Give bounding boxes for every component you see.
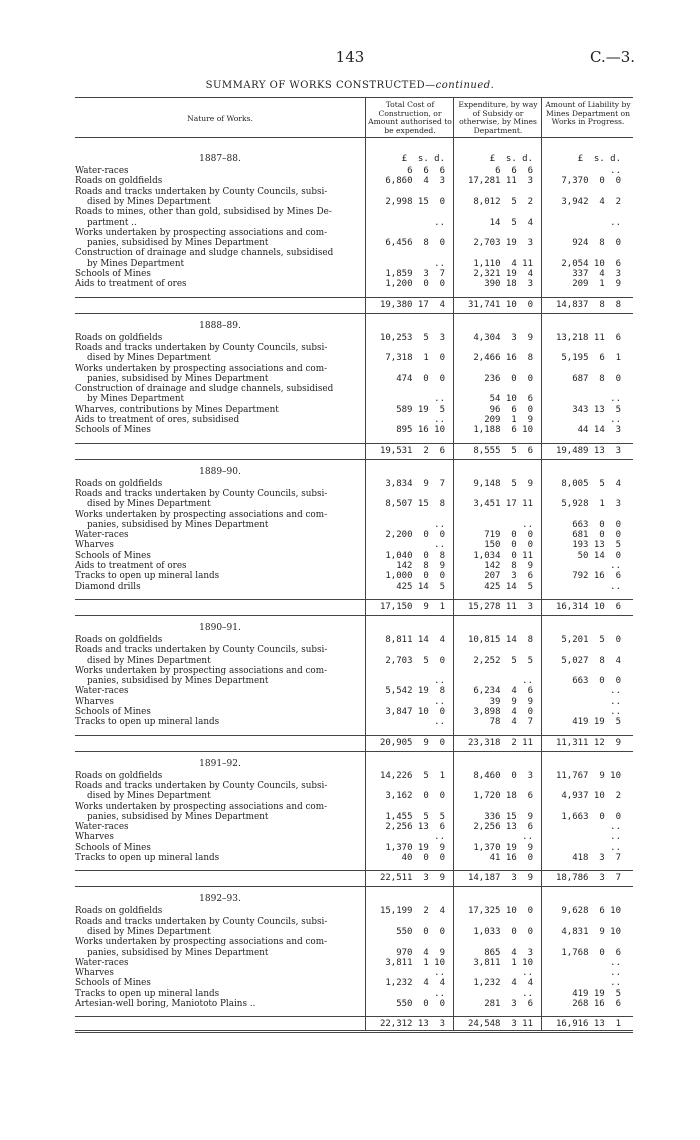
row-value-c1: 15,199 2 4 [379,906,445,917]
row-value-c1: 3,811 1 10 [385,957,445,968]
row-value-c2: 8,460 0 3 [473,770,533,781]
row-label: Roads and tracks undertaken by County Councils, subsi- [75,645,328,656]
row-label: Diamond drills [75,581,141,592]
row-value-c2: 39 9 9 [489,696,533,707]
row-value-c1: .. [434,717,445,728]
section-total-rule-bottom [75,1032,633,1033]
row-value-c3: 1,768 0 6 [561,947,621,958]
section-total-rule-top [75,735,633,736]
row-value-c3: 924 8 0 [572,238,621,249]
section-total-c1: 22,312 13 3 [379,1019,445,1030]
row-value-c1: 1,859 3 7 [385,269,445,279]
section-total-rule-bottom [75,886,633,887]
row-label: Aids to treatment of ores, subsidised [75,415,240,425]
title-italic: continued. [435,80,495,91]
section-total-rule-top [75,1016,633,1017]
row-label: Artesian-well boring, Maniototo Plains .. [75,999,256,1009]
row-value-c2: 207 3 6 [484,571,533,582]
row-value-c2: 54 10 6 [489,394,533,405]
row-label: Schools of Mines [75,707,151,717]
row-value-c1: 2,256 13 6 [385,822,445,833]
header-nature: Nature of Works. [187,114,253,123]
row-label: Roads on goldfields [75,332,163,343]
section-total-rule-bottom [75,751,633,752]
row-label: Wharves [75,968,114,979]
row-value-c3: .. [610,968,621,979]
row-value-c2: 78 4 7 [489,717,533,728]
section-total-c3: 16,314 10 6 [555,601,621,612]
row-value-c2: .. [522,832,533,843]
row-label: Water-races [75,686,129,697]
row-value-c3: .. [610,166,621,176]
row-value-c3: 4,831 9 10 [561,926,621,937]
row-value-c2: 3,898 4 0 [473,707,533,717]
section-total-c1: 19,531 2 6 [379,445,445,456]
row-value-c3: 13,218 11 6 [555,332,621,343]
row-label: Tracks to open up mineral lands [75,571,220,582]
section-total-c1: 17,150 9 1 [379,601,445,612]
row-value-c3: 663 0 0 [572,519,621,530]
row-value-c3: .. [610,842,621,853]
row-label: Schools of Mines [75,550,151,561]
row-value-c1: 895 16 10 [396,425,445,436]
row-label: Schools of Mines [75,978,151,989]
row-value-c3: 2,054 10 6 [561,258,621,269]
row-value-c1: 1,370 19 9 [385,842,445,853]
row-label: Aids to treatment of ores [75,561,187,571]
page-number: 143 [335,48,365,66]
row-label-continued: partment .. [87,217,137,228]
row-value-c2: 719 0 0 [484,530,533,541]
row-value-c3: .. [610,957,621,968]
row-value-c2: 6,234 4 6 [473,686,533,697]
table-top-rule [75,97,633,98]
section-year: 1889–90. [199,466,241,477]
row-value-c3: 5,027 8 4 [561,655,621,666]
row-value-c3: .. [610,696,621,707]
row-label-continued: by Mines Department [87,258,185,269]
row-value-c2: 8,012 5 2 [473,196,533,207]
row-value-c1: 550 0 0 [396,926,445,937]
row-value-c1: 1,000 0 0 [385,571,445,582]
title-main: SUMMARY OF WORKS CONSTRUCTED— [205,80,436,91]
row-label: Tracks to open up mineral lands [75,853,220,863]
row-label: Roads and tracks undertaken by County Councils, subsi- [75,488,328,499]
row-value-c3: 209 1 9 [572,279,621,290]
section-total-c3: 19,489 13 3 [555,445,621,456]
row-value-c3: 343 13 5 [572,404,621,415]
row-label: Tracks to open up mineral lands [75,717,220,728]
section-total-c3: 18,786 3 7 [555,873,621,884]
row-value-c3: 3,942 4 2 [561,196,621,207]
row-value-c1: 6,456 8 0 [385,238,445,249]
row-value-c1: 1,232 4 4 [385,978,445,989]
row-value-c1: .. [434,415,445,425]
row-value-c2: 1,110 4 11 [473,258,533,269]
row-label-continued: dised by Mines Department [87,499,211,510]
row-value-c1: 970 4 9 [396,947,445,958]
row-value-c3: 337 4 3 [572,269,621,279]
row-value-c1: 550 0 0 [396,999,445,1009]
row-value-c1: .. [434,540,445,551]
row-value-c2: 1,034 0 11 [473,550,533,561]
row-value-c3: 681 0 0 [572,530,621,541]
row-value-c2: 2,466 16 8 [473,353,533,364]
row-value-c3: 11,767 9 10 [555,770,621,781]
row-value-c1: 474 0 0 [396,373,445,384]
row-label-continued: panies, subsidised by Mines Department [87,811,269,822]
row-value-c2: 1,033 0 0 [473,926,533,937]
column-divider [365,97,366,1031]
row-value-c1: 3,847 10 0 [385,707,445,717]
summary-table [75,97,633,1031]
row-value-c1: .. [434,696,445,707]
row-value-c3: 5,928 1 3 [561,499,621,510]
row-value-c3: 5,201 5 0 [561,634,621,645]
row-label-continued: dised by Mines Department [87,791,211,802]
row-value-c3: .. [610,832,621,843]
row-value-c3: 268 16 6 [572,999,621,1009]
row-value-c1: 2,703 5 0 [385,655,445,666]
row-value-c1: 3,834 9 7 [385,478,445,489]
row-value-c2: 390 18 3 [484,279,533,290]
section-year: 1891–92. [199,758,241,769]
row-value-c1: .. [434,217,445,228]
section-total-c2: 31,741 10 0 [467,299,533,310]
section-total-c3: 11,311 12 9 [555,737,621,748]
row-value-c3: .. [610,394,621,405]
row-value-c2: 14 5 4 [489,217,533,228]
row-value-c3: 687 8 0 [572,373,621,384]
row-value-c2: 865 4 3 [484,947,533,958]
row-value-c2: 1,720 18 6 [473,791,533,802]
row-value-c3: 1,663 0 0 [561,811,621,822]
row-label: Aids to treatment of ores [75,279,187,290]
row-label: Roads on goldfields [75,478,163,489]
row-value-c3: 8,005 5 4 [561,478,621,489]
row-value-c1: 8,811 14 4 [385,634,445,645]
row-label: Works undertaken by prospecting associations and com- [75,937,328,948]
row-label: Roads on goldfields [75,906,163,917]
row-value-c3: .. [610,581,621,592]
row-label-continued: dised by Mines Department [87,353,211,364]
header-liability: Amount of Liability by Mines Department on Works in Progress. [545,100,631,126]
row-value-c1: .. [434,676,445,687]
row-label-continued: panies, subsidised by Mines Department [87,238,269,249]
row-label-continued: by Mines Department [87,394,185,405]
row-value-c3: 792 16 6 [572,571,621,582]
row-value-c2: 1,370 19 9 [473,842,533,853]
row-label: Works undertaken by prospecting associations and com- [75,363,328,374]
row-value-c2: 17,281 11 3 [467,176,533,187]
row-label: Construction of drainage and sludge channels, subsidised [75,384,334,395]
table-bottom-rule [75,1030,633,1031]
row-value-c1: 589 19 5 [396,404,445,415]
row-value-c3: .. [610,978,621,989]
row-value-c2: .. [522,968,533,979]
section-total-c3: 16,916 13 1 [555,1019,621,1030]
row-value-c3: 418 3 7 [572,853,621,863]
currency-label: £ s. d. [401,154,445,164]
section-total-c1: 20,905 9 0 [379,737,445,748]
row-label: Roads and tracks undertaken by County Councils, subsi- [75,342,328,353]
row-label-continued: dised by Mines Department [87,196,211,207]
row-value-c3: .. [610,561,621,571]
row-value-c3: .. [610,707,621,717]
row-label: Works undertaken by prospecting associations and com- [75,801,328,812]
row-label: Roads and tracks undertaken by County Councils, subsi- [75,916,328,927]
section-total-rule-top [75,297,633,298]
row-label: Water-races [75,530,129,541]
row-value-c3: 44 14 3 [577,425,621,436]
currency-label: £ s. d. [489,154,533,164]
row-label: Schools of Mines [75,842,151,853]
page-title [0,80,700,91]
row-value-c2: 1,188 6 10 [473,425,533,436]
row-value-c2: 142 8 9 [484,561,533,571]
row-label: Roads and tracks undertaken by County Councils, subsi- [75,186,328,197]
row-label: Tracks to open up mineral lands [75,988,220,999]
section-year: 1887–88. [199,154,241,164]
header-total-cost: Total Cost of Construction, or Amount authorised to be expended. [368,100,452,135]
section-total-c1: 22,511 3 9 [379,873,445,884]
row-value-c2: 281 3 6 [484,999,533,1009]
section-total-c2: 14,187 3 9 [467,873,533,884]
row-value-c2: 3,451 17 11 [473,499,533,510]
row-value-c1: 10,253 5 3 [379,332,445,343]
row-value-c1: 3,162 0 0 [385,791,445,802]
row-value-c1: 6 6 6 [407,166,445,176]
row-label: Construction of drainage and sludge channels, subsidised [75,248,334,259]
row-value-c1: 1,455 5 5 [385,811,445,822]
row-value-c2: 150 0 0 [484,540,533,551]
row-value-c2: 336 15 9 [484,811,533,822]
row-label: Water-races [75,822,129,833]
row-value-c3: 193 13 5 [572,540,621,551]
row-value-c3: 9,628 6 10 [561,906,621,917]
row-value-c3: 4,937 10 2 [561,791,621,802]
row-value-c1: 1,040 0 8 [385,550,445,561]
row-label-continued: panies, subsidised by Mines Department [87,519,269,530]
row-value-c1: .. [434,519,445,530]
row-label: Roads and tracks undertaken by County Councils, subsi- [75,780,328,791]
row-value-c1: 142 8 9 [396,561,445,571]
column-divider [453,97,454,1031]
row-value-c1: 425 14 5 [396,581,445,592]
row-value-c2: 17,325 10 0 [467,906,533,917]
currency-label: £ s. d. [577,154,621,164]
section-total-c3: 14,837 8 8 [555,299,621,310]
section-total-rule-bottom [75,313,633,314]
section-total-rule-top [75,870,633,871]
row-label: Wharves [75,696,114,707]
row-value-c2: 96 6 0 [489,404,533,415]
row-value-c1: .. [434,258,445,269]
row-value-c3: 7,370 0 0 [561,176,621,187]
row-value-c2: 3,811 1 10 [473,957,533,968]
row-value-c2: .. [522,676,533,687]
row-value-c3: .. [610,686,621,697]
row-value-c2: .. [522,988,533,999]
row-value-c1: 5,542 19 8 [385,686,445,697]
row-label: Works undertaken by prospecting associations and com- [75,509,328,520]
row-value-c1: 6,860 4 3 [385,176,445,187]
row-value-c2: 2,252 5 5 [473,655,533,666]
row-value-c2: 6 6 6 [495,166,533,176]
row-label: Works undertaken by prospecting associations and com- [75,227,328,238]
row-value-c2: 4,304 3 9 [473,332,533,343]
row-label: Works undertaken by prospecting associations and com- [75,665,328,676]
row-value-c1: 2,200 0 0 [385,530,445,541]
row-label: Wharves [75,832,114,843]
section-year: 1890–91. [199,622,241,633]
row-value-c1: 14,226 5 1 [379,770,445,781]
row-label: Roads to mines, other than gold, subsidised by Mines De- [75,207,332,218]
section-total-rule-bottom [75,459,633,460]
row-label: Roads on goldfields [75,770,163,781]
row-value-c2: 2,321 19 4 [473,269,533,279]
row-label: Wharves [75,540,114,551]
row-value-c1: 7,318 1 0 [385,353,445,364]
row-label: Water-races [75,957,129,968]
row-label: Roads on goldfields [75,634,163,645]
row-label: Wharves, contributions by Mines Department [75,404,279,415]
section-total-c1: 19,380 17 4 [379,299,445,310]
row-value-c3: .. [610,217,621,228]
row-value-c1: 1,200 0 0 [385,279,445,290]
row-value-c2: 10,815 14 8 [467,634,533,645]
row-label: Schools of Mines [75,425,151,436]
row-label-continued: panies, subsidised by Mines Department [87,947,269,958]
section-total-rule-bottom [75,615,633,616]
column-divider [541,97,542,1031]
page-header [0,48,700,68]
row-value-c3: 5,195 6 1 [561,353,621,364]
row-value-c3: 663 0 0 [572,676,621,687]
row-label-continued: panies, subsidised by Mines Department [87,373,269,384]
header-expenditure: Expenditure, by way of Subsidy or otherwise, by Mines Department. [458,100,538,135]
section-year: 1888–89. [199,320,241,331]
section-total-c2: 8,555 5 6 [473,445,533,456]
row-label: Water-races [75,166,129,176]
row-label-continued: panies, subsidised by Mines Department [87,676,269,687]
row-value-c2: 1,232 4 4 [473,978,533,989]
row-value-c3: .. [610,822,621,833]
section-total-rule-top [75,599,633,600]
row-label: Roads on goldfields [75,176,163,187]
row-value-c1: .. [434,988,445,999]
section-total-c2: 23,318 2 11 [467,737,533,748]
row-value-c1: 40 0 0 [401,853,445,863]
row-value-c2: 425 14 5 [484,581,533,592]
row-value-c2: 41 16 0 [489,853,533,863]
header-rule [75,137,633,138]
page-code: C.—3. [590,48,636,66]
section-total-c2: 15,278 11 3 [467,601,533,612]
row-value-c2: 2,703 19 3 [473,238,533,249]
section-total-rule-top [75,443,633,444]
row-value-c1: 8,507 15 8 [385,499,445,510]
row-value-c3: 50 14 0 [577,550,621,561]
row-value-c3: 419 19 5 [572,717,621,728]
row-value-c1: .. [434,394,445,405]
row-value-c2: 236 0 0 [484,373,533,384]
row-value-c3: 419 19 5 [572,988,621,999]
section-total-c2: 24,548 3 11 [467,1019,533,1030]
row-value-c2: 209 1 9 [484,415,533,425]
row-value-c2: 2,256 13 6 [473,822,533,833]
section-year: 1892–93. [199,894,241,905]
row-label-continued: dised by Mines Department [87,655,211,666]
row-value-c1: .. [434,968,445,979]
row-value-c2: .. [522,519,533,530]
row-label-continued: dised by Mines Department [87,926,211,937]
row-label: Schools of Mines [75,269,151,279]
row-value-c2: 9,148 5 9 [473,478,533,489]
row-value-c1: .. [434,832,445,843]
row-value-c1: 2,998 15 0 [385,196,445,207]
row-value-c3: .. [610,415,621,425]
